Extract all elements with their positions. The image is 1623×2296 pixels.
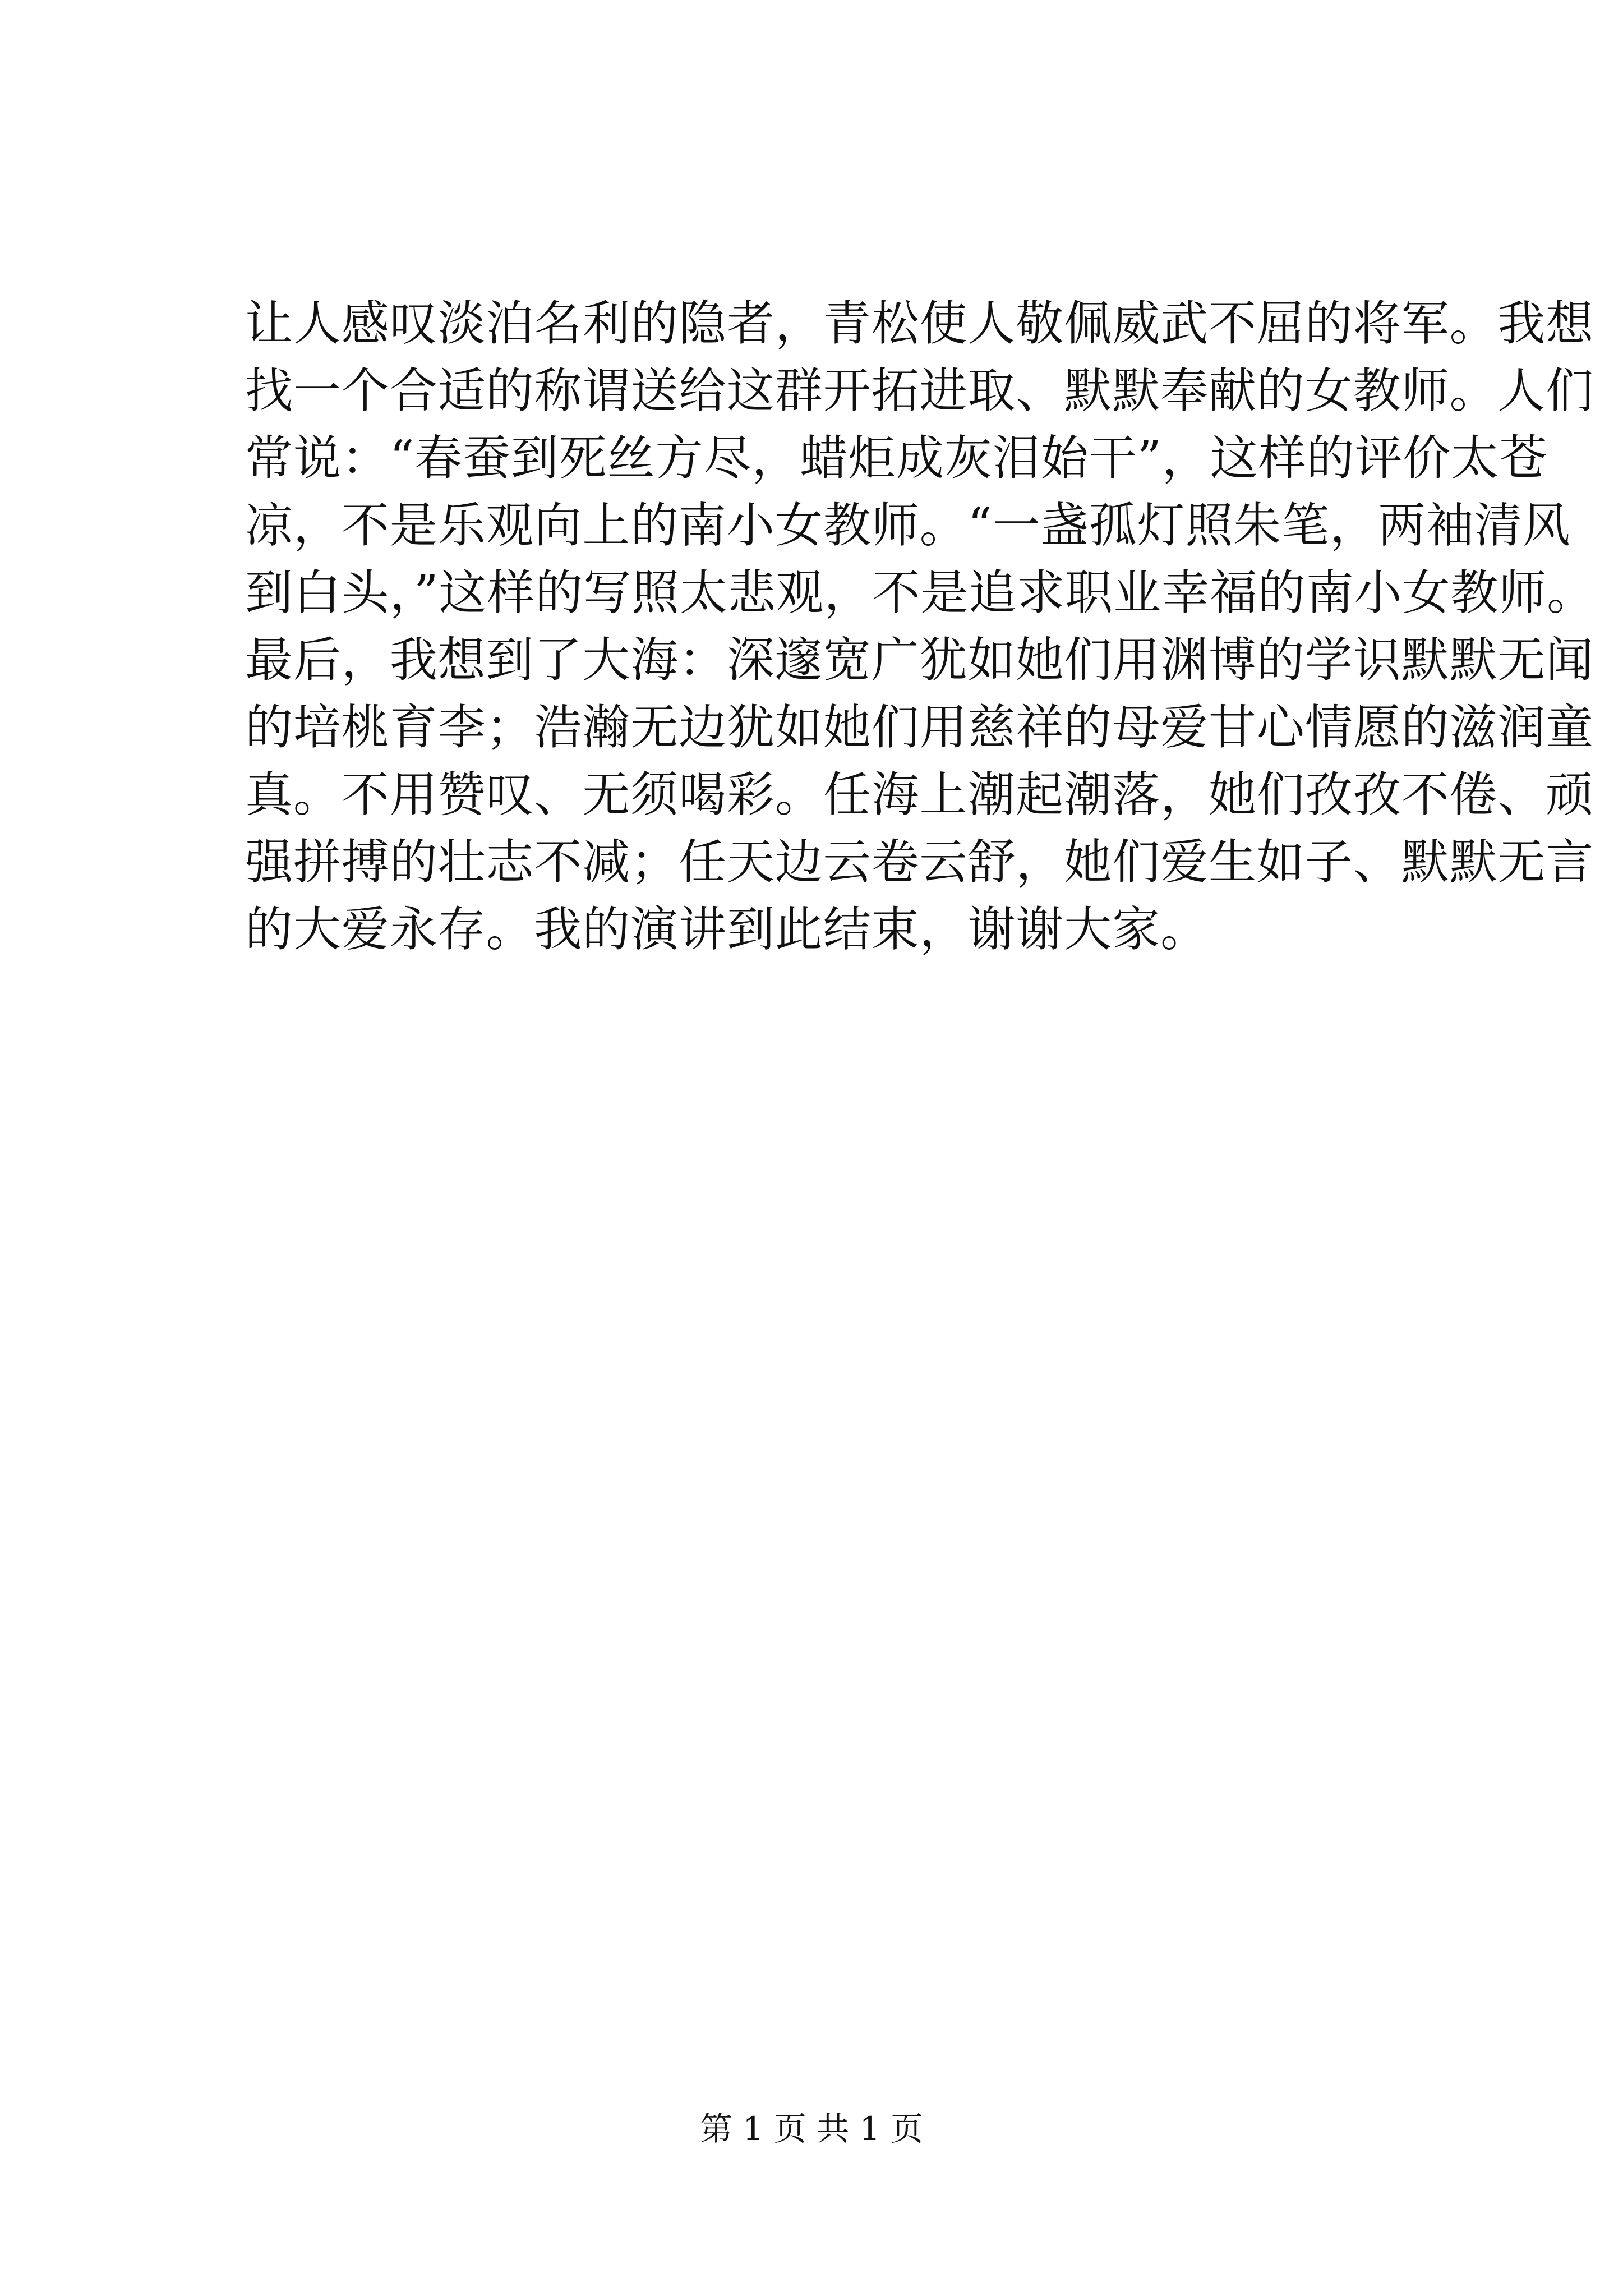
text-line: 让人感叹淡泊名利的隐者，青松使人敬佩威武不屈的将军。我想 <box>245 296 1594 352</box>
page-number-label: 第 1 页 共 1 页 <box>700 2110 923 2148</box>
text-line: 强拼搏的壮志不减；任天边云卷云舒，她们爱生如子、默默无言 <box>245 835 1594 890</box>
text-line: 的培桃育李；浩瀚无边犹如她们用慈祥的母爱甘心情愿的滋润童 <box>245 700 1594 756</box>
text-line: 常说：“春蚕到死丝方尽，蜡炬成灰泪始干”，这样的评价太苍 <box>245 431 1548 486</box>
text-line: 到白头，”这样的写照太悲观，不是追求职业幸福的南小女教师。 <box>245 565 1596 621</box>
text-line-last: 的大爱永存。我的演讲到此结束，谢谢大家。 <box>245 902 1209 958</box>
text-line: 找一个合适的称谓送给这群开拓进取、默默奉献的女教师。人们 <box>245 364 1594 419</box>
page-footer <box>0 2109 1623 2148</box>
body-paragraph <box>245 291 1596 964</box>
text-line: 真。不用赞叹、无须喝彩。任海上潮起潮落，她们孜孜不倦、顽 <box>245 767 1594 823</box>
text-line: 凉，不是乐观向上的南小女教师。“一盏孤灯照朱笔，两袖清风 <box>245 498 1571 554</box>
text-line: 最后，我想到了大海：深邃宽广犹如她们用渊博的学识默默无闻 <box>245 633 1594 688</box>
